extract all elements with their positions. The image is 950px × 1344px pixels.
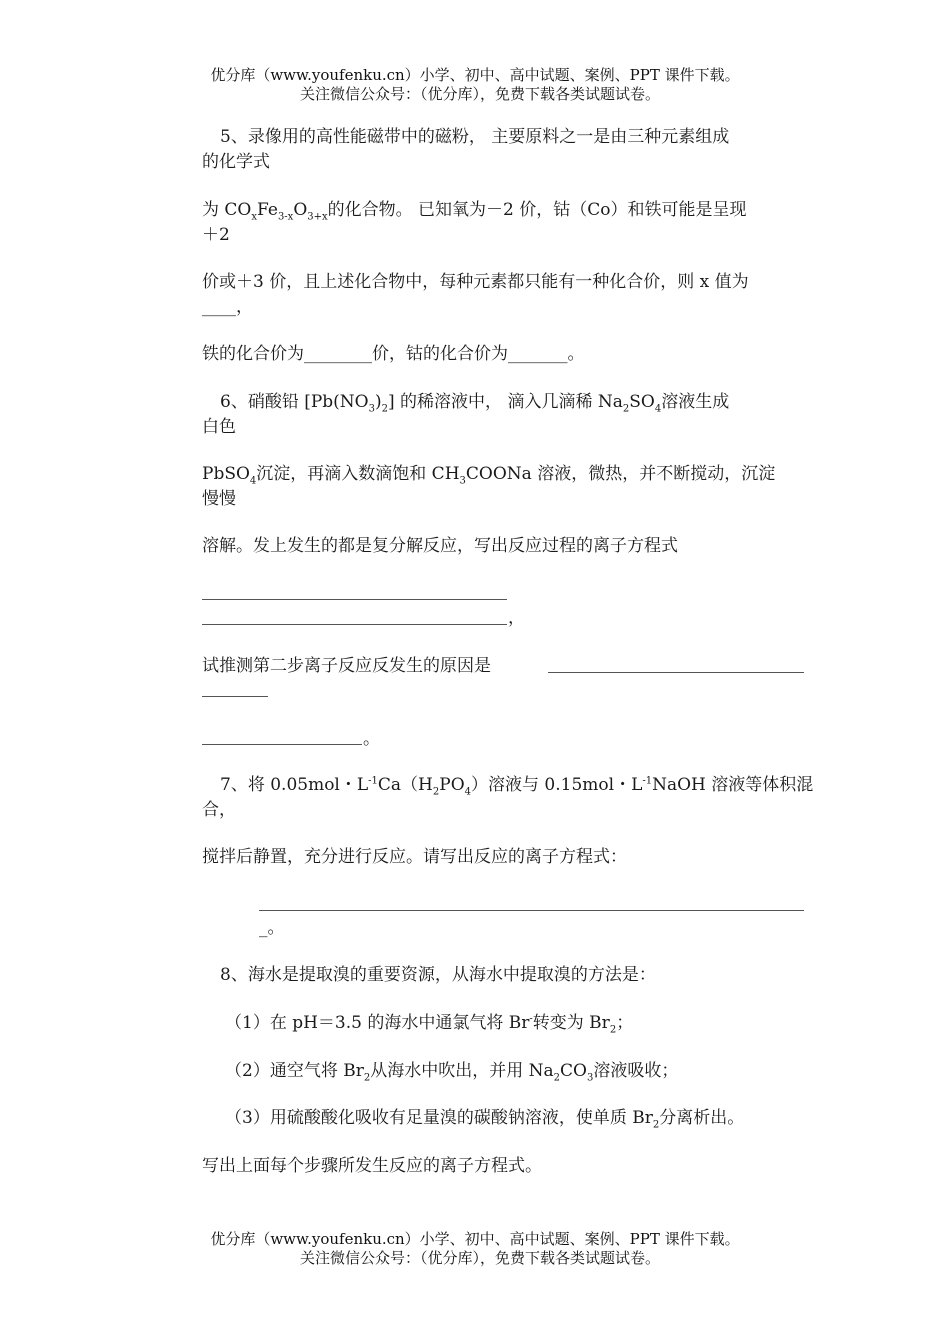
q6-line-1b: 白色 xyxy=(202,417,236,437)
page-footer xyxy=(0,1230,950,1268)
q6-line-1a: 6、硝酸铅 $[Pb(NO_3)_2]$ 的稀溶液中， 滴入几滴稀 $Na_2SO_4$溶液生成 xyxy=(220,392,730,415)
q6-end: 。 xyxy=(363,729,380,749)
answer-blank-1[interactable] xyxy=(202,599,507,600)
q5-line-3b: ____， xyxy=(202,297,253,317)
answer-blank-4[interactable] xyxy=(202,696,268,697)
q5-line-3a: 价或＋3 价，且上述化合物中，每种元素都只能有一种化合价，则 x 值为 xyxy=(202,272,749,292)
q6-line-2b: 慢慢 xyxy=(202,489,236,509)
q7-line-2: 搅拌后静置，充分进行反应。请写出反应的离子方程式： xyxy=(202,847,627,867)
q8-line-1: 8、海水是提取溴的重要资源，从海水中提取溴的方法是： xyxy=(220,965,656,985)
answer-blank-6[interactable] xyxy=(259,910,804,911)
q8-step-2: （2）通空气将 $Br_2$从海水中吹出，并用 $Na_2CO_3$溶液吸收； xyxy=(225,1061,679,1084)
q5-line-1b: 的化学式 xyxy=(202,152,270,172)
header-line-2: 关注微信公众号：（优分库），免费下载各类试题试卷。 xyxy=(299,85,660,103)
q8-last-line: 写出上面每个步骤所发生反应的离子方程式。 xyxy=(202,1156,542,1176)
header-line-1: 优分库（www.youfenku.cn）小学、初中、高中试题、案例、PPT 课件下载。 xyxy=(210,66,740,84)
answer-blank-2[interactable] xyxy=(202,624,507,625)
q5-line-1a: 5、录像用的高性能磁带中的磁粉， 主要原料之一是由三种元素组成 xyxy=(220,127,730,147)
answer-blank-3[interactable] xyxy=(548,672,804,673)
q5-line-2b: ＋2 xyxy=(202,225,230,245)
q7-line-1a: 7、将 0.05mol・$L^{-1}Ca(H_2PO_4)$溶液与 0.15mol・$L^{-1}NaOH$ 溶液等体积混 xyxy=(220,775,814,798)
q8-step-1: （1）在 pH＝3.5 的海水中通氯气将 Br-转变为 $Br_2$； xyxy=(225,1013,634,1036)
q6-line-3: 溶解。发上发生的都是复分解反应，写出反应过程的离子方程式 xyxy=(202,536,678,556)
q6-comma: ， xyxy=(508,608,525,628)
q7-line-1b: 合， xyxy=(202,800,236,820)
q6-line-2a: PbSO$_4$沉淀，再滴入数滴饱和 $CH_3COONa$ 溶液，微热，并不断搅动，沉淀 xyxy=(202,464,776,487)
footer-line-1: 优分库（www.youfenku.cn）小学、初中、高中试题、案例、PPT 课件下载。 xyxy=(210,1230,740,1248)
page-header xyxy=(0,66,950,104)
q6-line-4: 试推测第二步离子反应反发生的原因是 xyxy=(202,656,491,676)
q7-end: _。 xyxy=(259,918,285,938)
q5-line-2a: 为 $CO_xFe_{3-x}O_{3+x}$的化合物。 已知氧为－2 价，钴（Co）和铁可能是呈现 xyxy=(202,200,747,223)
q5-line-4: 铁的化合价为________价，钴的化合价为_______。 xyxy=(202,344,585,364)
answer-blank-5[interactable] xyxy=(202,744,362,745)
footer-line-2: 关注微信公众号：（优分库），免费下载各类试题试卷。 xyxy=(299,1249,660,1267)
q8-step-3: （3）用硫酸酸化吸收有足量溴的碳酸钠溶液，使单质 $Br_2$分离析出。 xyxy=(225,1108,745,1131)
